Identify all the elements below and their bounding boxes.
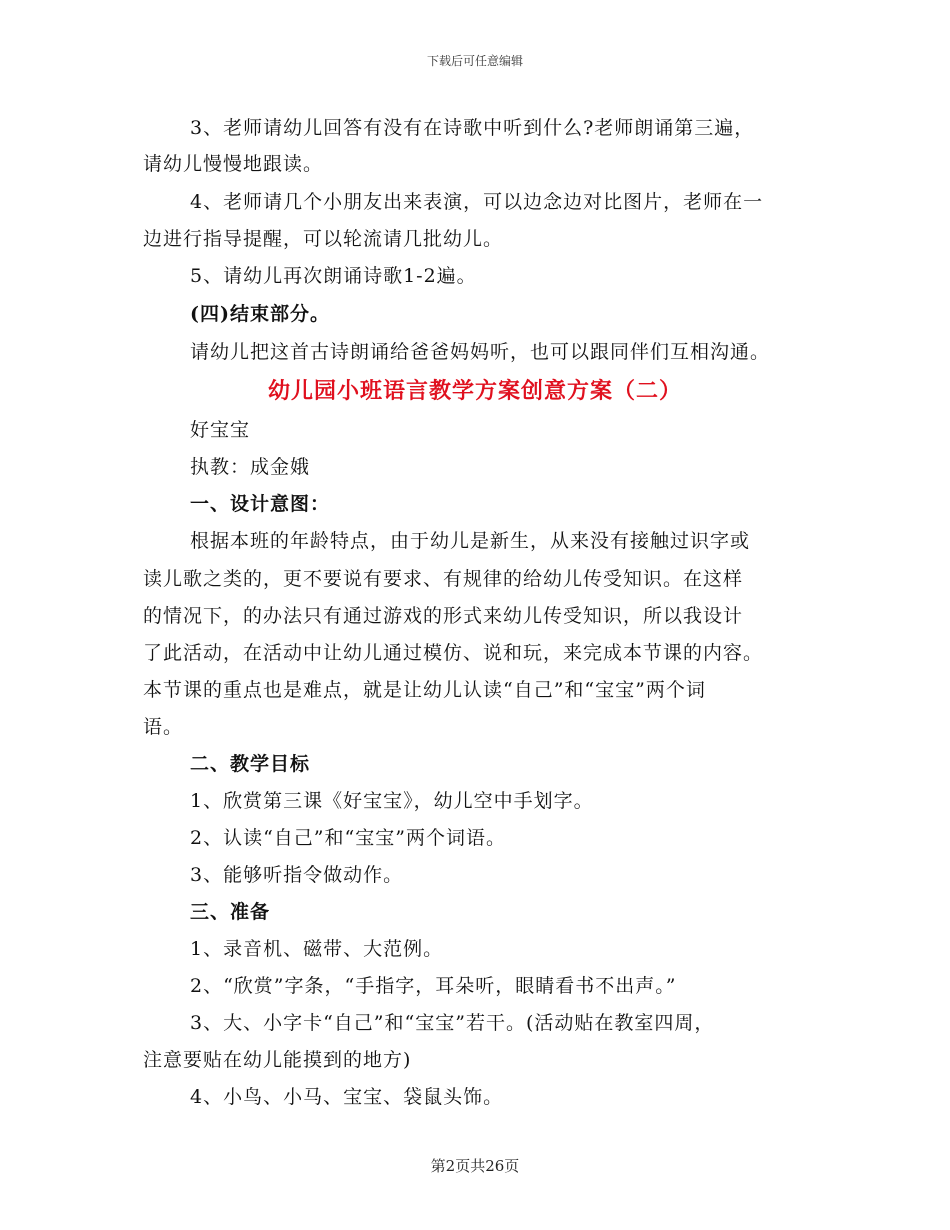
- document-title: 幼儿园小班语言教学方案创意方案（二）: [267, 378, 682, 404]
- paragraph-line: 2、“欣赏”字条，“手指字，耳朵听，眼睛看书不出声。”: [190, 975, 677, 997]
- section-heading: (四)结束部分。: [190, 303, 330, 325]
- paragraph-line: 4、老师请几个小朋友出来表演，可以边念边对比图片，老师在一: [190, 191, 764, 213]
- section-heading: 一、设计意图：: [190, 493, 331, 515]
- section-heading: 二、教学目标: [190, 753, 311, 775]
- page-footer: 第2页共26页: [430, 1157, 520, 1175]
- paragraph-line: 3、老师请幼儿回答有没有在诗歌中听到什么?老师朗诵第三遍，: [190, 117, 755, 139]
- paragraph-line: 4、小鸟、小马、宝宝、袋鼠头饰。: [190, 1086, 504, 1108]
- paragraph-line: 请幼儿慢慢地跟读。: [143, 153, 324, 175]
- paragraph-line: 好宝宝: [190, 419, 251, 441]
- paragraph-line: 3、大、小字卡“自己”和“宝宝”若干。(活动贴在教室四周，: [190, 1012, 715, 1034]
- paragraph-line: 了此活动，在活动中让幼儿通过模仿、说和玩，来完成本节课的内容。: [143, 642, 764, 664]
- paragraph-line: 注意要贴在幼儿能摸到的地方): [143, 1049, 412, 1071]
- section-heading: 三、准备: [190, 901, 271, 923]
- paragraph-line: 3、能够听指令做动作。: [190, 864, 404, 886]
- paragraph-line: 读儿歌之类的，更不要说有要求、有规律的给幼儿传受知识。在这样: [143, 568, 744, 590]
- paragraph-line: 请幼儿把这首古诗朗诵给爸爸妈妈听，也可以跟同伴们互相沟通。: [190, 341, 771, 363]
- paragraph-line: 边进行指导提醒，可以轮流请几批幼儿。: [143, 228, 504, 250]
- paragraph-line: 的情况下，的办法只有通过游戏的形式来幼儿传受知识，所以我设计: [143, 605, 744, 627]
- paragraph-line: 1、欣赏第三课《好宝宝》，幼儿空中手划字。: [190, 790, 594, 812]
- paragraph-line: 5、请幼儿再次朗诵诗歌1-2遍。: [190, 265, 477, 287]
- paragraph-line: 语。: [143, 716, 184, 738]
- paragraph-line: 根据本班的年龄特点，由于幼儿是新生，从来没有接触过识字或: [190, 530, 751, 552]
- paragraph-line: 1、录音机、磁带、大范例。: [190, 938, 444, 960]
- paragraph-line: 执教：成金娥: [190, 456, 311, 478]
- paragraph-line: 本节课的重点也是难点，就是让幼儿认读“自己”和“宝宝”两个词: [143, 679, 706, 701]
- page-header: 下载后可任意编辑: [426, 54, 523, 68]
- paragraph-line: 2、认读“自己”和“宝宝”两个词语。: [190, 827, 506, 849]
